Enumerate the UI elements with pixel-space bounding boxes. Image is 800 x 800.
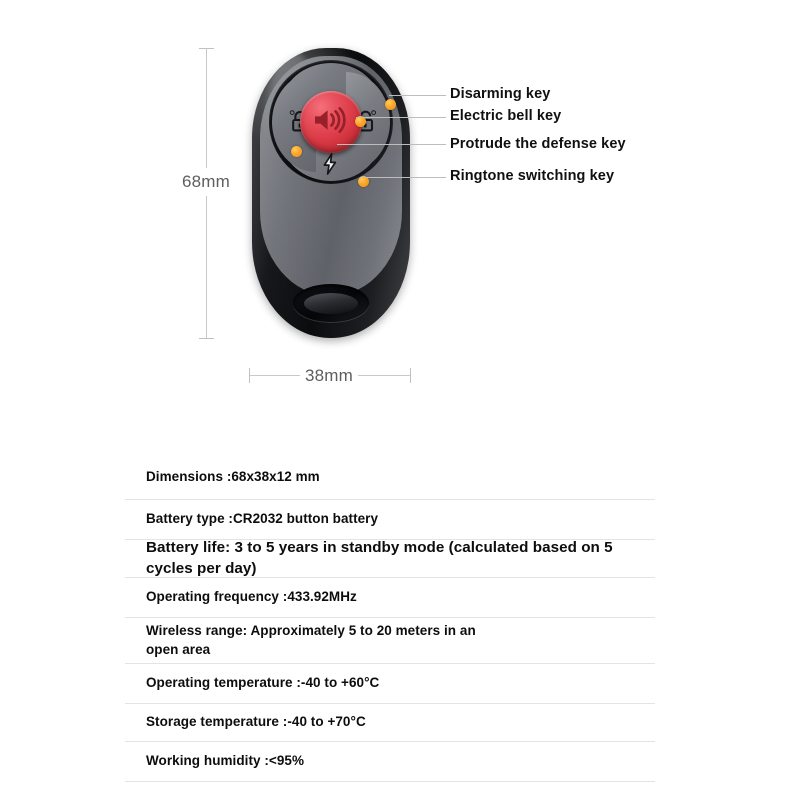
leader-line-electric-bell — [356, 117, 446, 118]
spec-value-working-humidity: Working humidity :<95% — [146, 753, 304, 769]
spec-row-battery-type — [125, 500, 655, 540]
keyring-hole — [304, 293, 358, 314]
height-dimension-label: 68mm — [181, 172, 231, 191]
spec-row-operating-temperature — [125, 664, 655, 704]
spec-value-battery-life: Battery life: 3 to 5 years in standby mode (calculated based on 5 cycles per day) — [146, 538, 613, 577]
button-cluster — [269, 60, 393, 184]
width-dimension-cap-right — [410, 368, 411, 383]
spec-value-wireless-range: Wireless range: Approximately 5 to 20 meters in an open area — [146, 623, 476, 657]
callout-label-ringtone: Ringtone switching key — [450, 168, 615, 184]
width-dimension-label: 38mm — [304, 366, 354, 385]
height-dimension-line-lower — [206, 196, 207, 338]
spec-row-wireless-range — [125, 618, 655, 664]
leader-line-disarming — [389, 95, 446, 96]
width-dimension-line-right — [358, 375, 410, 376]
speaker-icon — [312, 106, 350, 139]
spec-value-operating-frequency: Operating frequency :433.92MHz — [146, 589, 357, 605]
spec-value-dimensions: Dimensions :68x38x12 mm — [146, 468, 320, 484]
leader-line-protrude-defense — [337, 144, 446, 145]
spec-row-storage-temperature — [125, 704, 655, 742]
lightning-bolt-icon — [321, 153, 339, 180]
callout-label-electric-bell: Electric bell key — [450, 108, 562, 124]
height-dimension-cap-bottom — [199, 338, 214, 339]
remote-control-body — [252, 48, 410, 338]
keyring-loop — [293, 284, 369, 322]
width-dimension-line-left — [249, 375, 300, 376]
spec-value-operating-temperature: Operating temperature :-40 to +60°C — [146, 675, 380, 691]
callout-label-disarming: Disarming key — [450, 86, 551, 102]
spec-row-operating-frequency — [125, 578, 655, 618]
spec-row-dimensions — [125, 455, 655, 500]
spec-row-battery-life — [125, 540, 655, 578]
height-dimension-line-upper — [206, 48, 207, 168]
spec-row-working-humidity — [125, 742, 655, 782]
spec-value-storage-temperature: Storage temperature :-40 to +70°C — [146, 714, 366, 730]
led-indicator-arming — [291, 146, 302, 157]
callout-label-protrude-defense: Protrude the defense key — [450, 136, 626, 152]
led-indicator-disarming — [385, 99, 396, 110]
leader-line-ringtone — [360, 177, 446, 178]
specification-table — [125, 455, 655, 782]
spec-value-battery-type: Battery type :CR2032 button battery — [146, 511, 379, 527]
